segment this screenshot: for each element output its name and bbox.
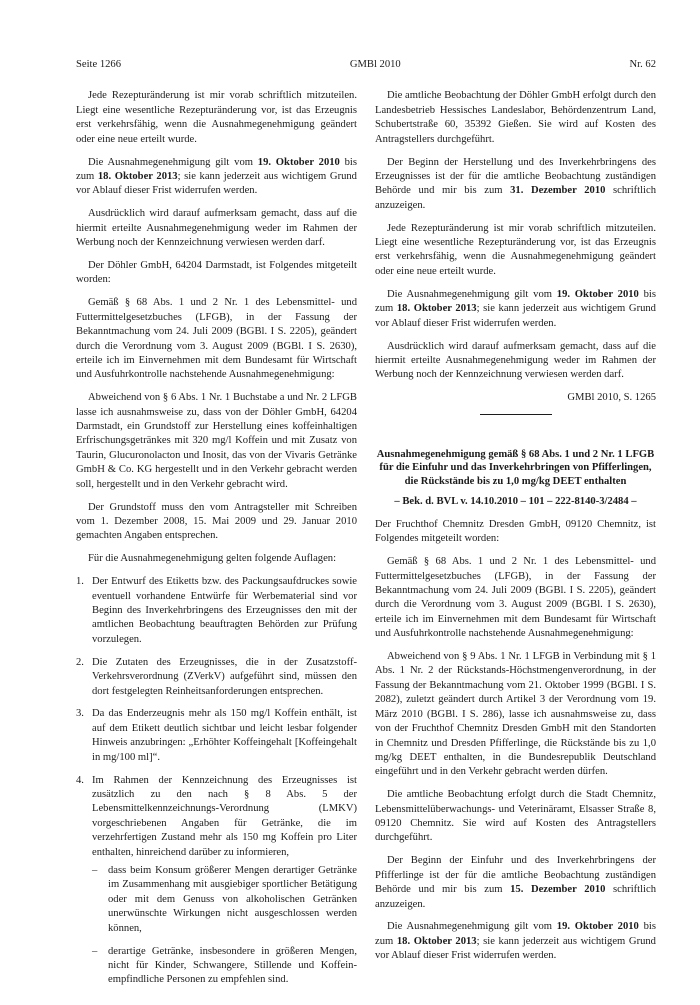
paragraph: Gemäß § 68 Abs. 1 und 2 Nr. 1 des Lebensmittel- und Futtermittelgesetzbuches (LFGB), in der Fassung der Bekanntmachung vom 24. Juli 2009 (BGBl. I S. 2205), geändert durch die Verordnung vom 3. August 2009 (BGBl. I S. 2630), erteile ich im Einvernehmen mit dem Bundesamt für Wirtschaft und Ausfuhrkontrolle nachstehende Ausnahmegenehmigung: bbox=[375, 556, 656, 640]
paragraph: Der Grundstoff muss den vom Antragsteller mit Schreiben vom 1. Dezember 2008, 15. Mai 2009 und 29. Januar 2010 gemachten Angaben entsprechen. bbox=[76, 501, 357, 542]
section-divider bbox=[480, 414, 552, 415]
paragraph: Die amtliche Beobachtung der Döhler GmbH erfolgt durch den Landesbetrieb Hessisches Landeslabor, Behördenzentrum Land, Schubertstraße 60, 35392 Gießen. Sie wird auf Kosten des Antragstellers durchgeführt. bbox=[375, 90, 656, 145]
list-item: 4. Im Rahmen der Kennzeichnung des Erzeugnisses ist zusätzlich zu den nach § 8 Abs. 5 der Lebensmittelkennzeichnungs-Verordnung (LMKV) vorgeschriebenen Angaben für Getränke, die im verzehrfertigen Zustand mehr als 150 mg Koffein pro Liter enthalten, hinreichend darüber zu informieren, – dass beim Konsum größerer Mengen derartiger Getränke im Zusammenhang mit ausgiebiger sportlicher Betätigung oder mit dem Genuss von alkoholischen Getränken unerwünschte Wirkungen nicht ausgeschlossen werden können, – derartige Getränke, insbesondere in größeren Mengen, nicht für Kinder, Schwangere, Stillende und Koffein-empfindliche Personen zu empfehlen sind. bbox=[76, 774, 357, 997]
list-item: 2. Die Zutaten des Erzeugnisses, die in der Zusatzstoff-Verkehrsverordnung (ZVerkV) aufgeführt sind, müssen den dort festgelegten Reinheitsanforderungen entsprechen. bbox=[76, 656, 357, 697]
paragraph: Ausdrücklich wird darauf aufmerksam gemacht, dass auf die hiermit erteilte Ausnahmegenehmigung weder im Rahmen der Werbung noch der Kennzeichnung verwiesen werden darf. bbox=[76, 208, 357, 249]
page-header bbox=[76, 58, 656, 72]
paragraph: Jede Rezepturänderung ist mir vorab schriftlich mitzuteilen. Liegt eine wesentliche Rezepturänderung vor, ist das Erzeugnis erst verkehrsfähig, wenn die Ausnahmegenehmigung geändert oder eine neue erteilt wurde. bbox=[375, 222, 656, 277]
paragraph: Die amtliche Beobachtung erfolgt durch die Stadt Chemnitz, Lebensmittelüberwachungs- und Veterinäramt, Elsasser Straße 8, 09120 Chemnitz. Sie wird auf Kosten des Antragstellers durchgeführt. bbox=[375, 789, 656, 844]
sub-list bbox=[92, 864, 357, 988]
list-item: 1. Der Entwurf des Etiketts bzw. des Packungsaufdruckes sowie eventuell vorhandene Entwürfe für Werbematerial sind vor Beginn des Inverkehrbringens des Erzeugnisses den mit der amtlichen Beobachtung beauftragten Behörden zur Prüfung vorzulegen. bbox=[76, 576, 357, 645]
left-column bbox=[76, 89, 357, 1004]
validity-paragraph: Die Ausnahmegenehmigung gilt vom 19. Oktober 2010 bis zum 18. Oktober 2013; sie kann jederzeit aus wichtigem Grund vor Ablauf dieser Frist widerrufen werden. bbox=[76, 156, 357, 197]
sub-list-item: – derartige Getränke, insbesondere in größeren Mengen, nicht für Kinder, Schwangere, Stillende und Koffein-empfindliche Personen zu empfehlen sind. bbox=[92, 945, 357, 986]
page-number: Seite 1266 bbox=[76, 59, 122, 70]
paragraph: Abweichend von § 9 Abs. 1 Nr. 1 LFGB in Verbindung mit § 1 Abs. 1 Nr. 2 der Rückstands-Höchstmengenverordnung, in der Fassung der Bekanntmachung vom 21. Oktober 1999 (BGBl. I S. 2082), zuletzt geändert durch Artikel 3 der Verordnung vom 19. März 2010 (BGBl. I S. 286), lasse ich ausnahmsweise zu, dass von der Fruchthof Chemnitz Dresden GmbH mit den Standorten in Chemnitz und Dresden Pfifferlinge, die Rückstände bis zu 1,0 mg/kg DEET enthalten, in die Bundesrepublik Deutschland eingeführt und in den Verkehr gebracht werden dürfen. bbox=[375, 651, 656, 778]
section-title: Ausnahmegenehmigung gemäß § 68 Abs. 1 und 2 Nr. 1 LFGB für die Einfuhr und das Inverkehrbringen von Pfifferlingen, die Rückstände bis zu 1,0 mg/kg DEET enthalten bbox=[376, 448, 655, 487]
deadline-paragraph: Der Beginn der Herstellung und des Inverkehrbringens des Erzeugnisses ist der für die amtliche Beobachtung zuständigen Behörde und mir bis zum 31. Dezember 2010 schriftlich anzuzeigen. bbox=[375, 156, 656, 211]
sub-list-item: – dass beim Konsum größerer Mengen derartiger Getränke im Zusammenhang mit ausgiebiger sportlicher Betätigung oder mit dem Genuss von alkoholischen Getränken unerwünschte Wirkungen nicht ausgeschlossen werden können, bbox=[92, 865, 357, 934]
paragraph: Jede Rezepturänderung ist mir vorab schriftlich mitzuteilen. Liegt eine wesentliche Rezepturänderung vor, ist das Erzeugnis erst verkehrsfähig, wenn die Ausnahmegenehmigung geändert oder eine neue erteilt wurde. bbox=[76, 90, 357, 145]
paragraph: Für die Ausnahmegenehmigung gelten folgende Auflagen: bbox=[88, 553, 337, 565]
paragraph: Der Döhler GmbH, 64204 Darmstadt, ist Folgendes mitgeteilt worden: bbox=[76, 259, 357, 286]
list-item: 3. Da das Enderzeugnis mehr als 150 mg/l Koffein enthält, ist auf dem Etikett deutlich sichtbar und leicht lesbar folgender Hinweis anzubringen: „Erhöhter Koffeingehalt [Koffeingehalt in mg/100 ml]“. bbox=[76, 708, 357, 763]
paragraph: Abweichend von § 6 Abs. 1 Nr. 1 Buchstabe a und Nr. 2 LFGB lasse ich ausnahmsweise zu, dass von der Döhler GmbH, 64204 Darmstadt, ein Grundstoff zur Herstellung eines koffeinhaltigen Erfrischungsgetränkes mit 320 mg/l Koffein und mit Zusatz von Taurin, Glucuronolacton und Inosit, das von der Vivaris Getränke GmbH & Co. KG hergestellt und in den Verkehr gebracht werden soll, hergestellt und in den Verkehr gebracht wird. bbox=[76, 392, 357, 490]
right-column bbox=[375, 89, 656, 1004]
validity-paragraph: Die Ausnahmegenehmigung gilt vom 19. Oktober 2010 bis zum 18. Oktober 2013; sie kann jederzeit aus wichtigem Grund vor Ablauf dieser Frist widerrufen werden. bbox=[375, 921, 656, 962]
conditions-list bbox=[76, 575, 357, 996]
publication-title: GMBl 2010 bbox=[349, 59, 401, 70]
validity-paragraph: Die Ausnahmegenehmigung gilt vom 19. Oktober 2010 bis zum 18. Oktober 2013; sie kann jederzeit aus wichtigem Grund vor Ablauf dieser Frist widerrufen werden. bbox=[375, 288, 656, 329]
deadline-paragraph: Der Beginn der Einfuhr und des Inverkehrbringens der Pfifferlinge ist der für die amtliche Beobachtung zuständigen Behörde und mir bis zum 15. Dezember 2010 schriftlich anzuzeigen. bbox=[375, 855, 656, 910]
source-reference: GMBl 2010, S. 1265 bbox=[567, 392, 656, 404]
paragraph: Ausdrücklich wird darauf aufmerksam gemacht, dass auf die hiermit erteilte Ausnahmegenehmigung weder im Rahmen der Werbung noch der Kennzeichnung verwiesen werden darf. bbox=[375, 340, 656, 381]
announcement-reference: – Bek. d. BVL v. 14.10.2010 – 101 – 222-8140-3/2484 – bbox=[394, 496, 637, 508]
paragraph: Gemäß § 68 Abs. 1 und 2 Nr. 1 des Lebensmittel- und Futtermittelgesetzbuches (LFGB), in der Fassung der Bekanntmachung vom 24. Juli 2009 (BGBl. I S. 2205), geändert durch die Verordnung vom 3. August 2009 (BGBl. I S. 2630), erteile ich im Einvernehmen mit dem Bundesamt für Wirtschaft und Ausfuhrkontrolle nachstehende Ausnahmegenehmigung: bbox=[76, 297, 357, 381]
issue-number: Nr. 62 bbox=[629, 59, 656, 70]
paragraph: Der Fruchthof Chemnitz Dresden GmbH, 09120 Chemnitz, ist Folgendes mitgeteilt worden: bbox=[375, 518, 656, 545]
text-columns bbox=[76, 89, 656, 1004]
